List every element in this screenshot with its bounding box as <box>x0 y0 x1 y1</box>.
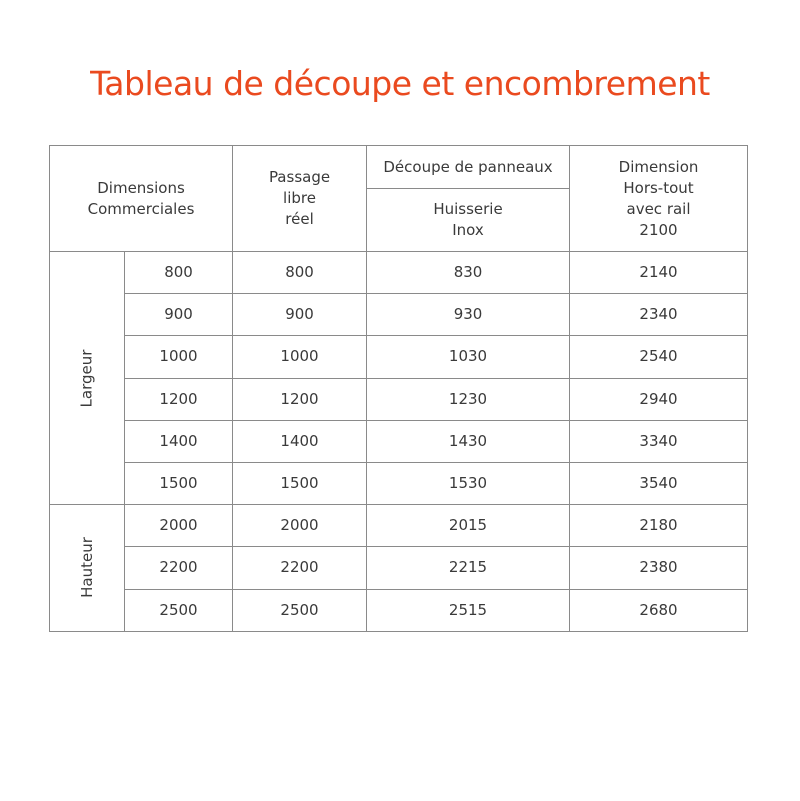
table-row <box>50 294 748 336</box>
cell-dimension: 1200 <box>125 378 233 420</box>
table-row <box>50 336 748 378</box>
cell-decoupe: 1030 <box>367 336 570 378</box>
group-largeur <box>50 252 125 505</box>
table-body <box>50 252 748 632</box>
cell-passage: 2500 <box>233 589 367 631</box>
table-header <box>50 146 748 252</box>
group-hauteur <box>50 505 125 632</box>
cell-passage: 2000 <box>233 505 367 547</box>
cell-dimension: 1400 <box>125 420 233 462</box>
cell-hors-tout: 2380 <box>570 547 748 589</box>
cell-decoupe: 1230 <box>367 378 570 420</box>
cell-passage: 1400 <box>233 420 367 462</box>
cell-dimension: 800 <box>125 252 233 294</box>
cell-passage: 800 <box>233 252 367 294</box>
cell-passage: 1200 <box>233 378 367 420</box>
cell-decoupe: 1430 <box>367 420 570 462</box>
cell-dimension: 2500 <box>125 589 233 631</box>
table-row <box>50 420 748 462</box>
cell-passage: 2200 <box>233 547 367 589</box>
cell-dimension: 2200 <box>125 547 233 589</box>
header-dimension-hors-tout: Dimension Hors-tout avec rail 2100 <box>570 146 748 252</box>
cell-decoupe: 1530 <box>367 462 570 504</box>
cell-hors-tout: 3540 <box>570 462 748 504</box>
table-row <box>50 589 748 631</box>
cell-hors-tout: 2940 <box>570 378 748 420</box>
cell-passage: 1000 <box>233 336 367 378</box>
cell-decoupe: 830 <box>367 252 570 294</box>
header-dimensions-commerciales: Dimensions Commerciales <box>50 146 233 252</box>
table-row <box>50 378 748 420</box>
cell-decoupe: 2515 <box>367 589 570 631</box>
cell-hors-tout: 3340 <box>570 420 748 462</box>
cell-hors-tout: 2680 <box>570 589 748 631</box>
table-row <box>50 252 748 294</box>
cell-hors-tout: 2180 <box>570 505 748 547</box>
group-label-hauteur: Hauteur <box>77 537 96 599</box>
page-title: Tableau de découpe et encombrement <box>90 64 710 103</box>
dimensions-table <box>49 145 748 632</box>
cell-hors-tout: 2340 <box>570 294 748 336</box>
cell-hors-tout: 2140 <box>570 252 748 294</box>
cell-decoupe: 2015 <box>367 505 570 547</box>
table-row <box>50 462 748 504</box>
cell-decoupe: 930 <box>367 294 570 336</box>
cell-dimension: 900 <box>125 294 233 336</box>
cell-passage: 900 <box>233 294 367 336</box>
cell-dimension: 2000 <box>125 505 233 547</box>
cell-hors-tout: 2540 <box>570 336 748 378</box>
header-passage-libre: Passage libre réel <box>233 146 367 252</box>
header-huisserie-inox: Huisserie Inox <box>367 189 570 252</box>
table-row <box>50 505 748 547</box>
group-label-largeur: Largeur <box>77 349 96 408</box>
table-row <box>50 547 748 589</box>
cell-decoupe: 2215 <box>367 547 570 589</box>
cell-dimension: 1500 <box>125 462 233 504</box>
header-decoupe-panneaux: Découpe de panneaux <box>367 146 570 189</box>
cell-dimension: 1000 <box>125 336 233 378</box>
cell-passage: 1500 <box>233 462 367 504</box>
